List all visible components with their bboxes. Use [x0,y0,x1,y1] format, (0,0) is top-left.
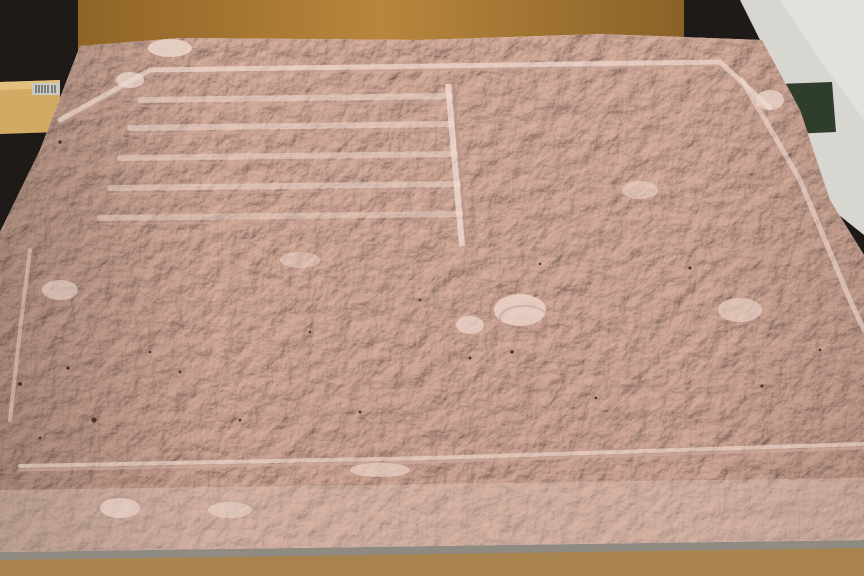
bottom-strip [0,478,864,552]
barcode-lines [36,85,55,93]
